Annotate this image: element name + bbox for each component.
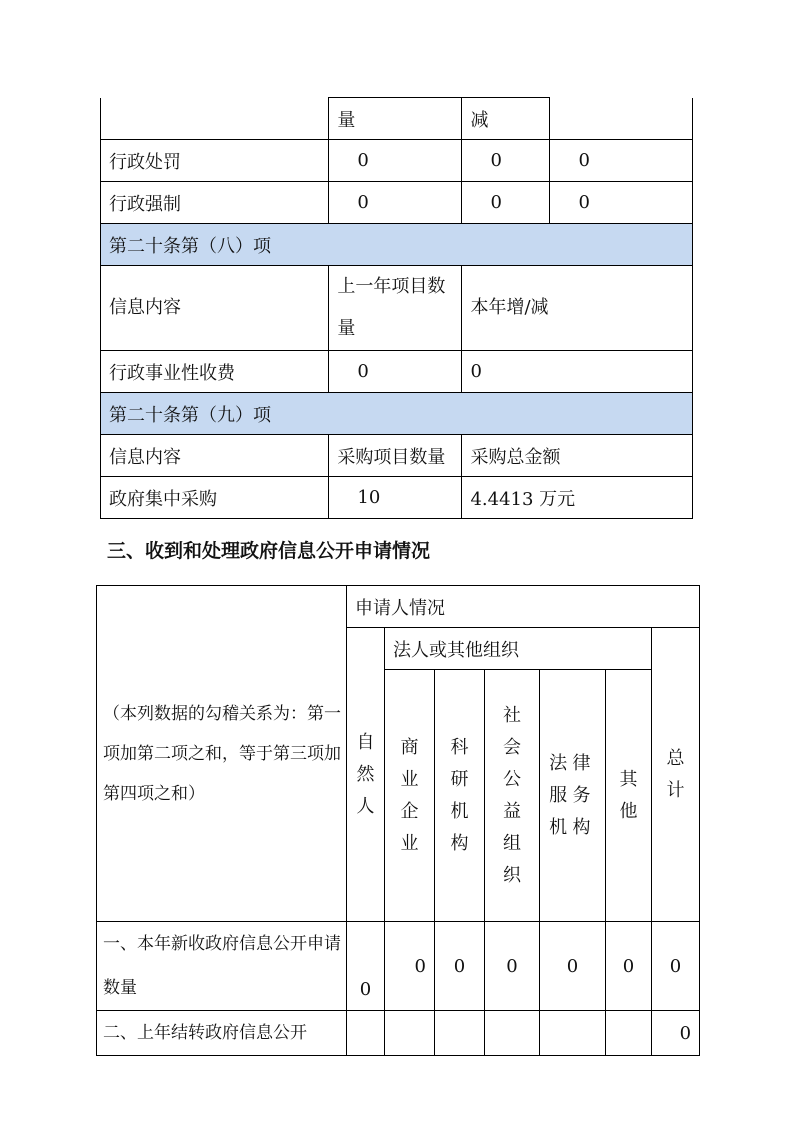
application-table xyxy=(96,585,700,1056)
row-value-research: 0 xyxy=(435,922,485,1011)
col-social-label: 社会公益组织 xyxy=(503,704,521,886)
row-value: 0 xyxy=(550,182,693,224)
row-value: 0 xyxy=(462,351,693,393)
col-business-label: 商业企业 xyxy=(400,736,419,854)
row-value-total: 0 xyxy=(652,1011,700,1056)
col-business xyxy=(385,670,435,922)
col-label: 信息内容 xyxy=(101,266,329,351)
col-natural-label: 自然人 xyxy=(356,731,375,817)
relation-note: （本列数据的勾稽关系为：第一项加第二项之和，等于第三项加第四项之和） xyxy=(97,586,347,922)
col-total-label: 总计 xyxy=(666,747,685,801)
row-value: 0 xyxy=(329,140,462,182)
table-row xyxy=(101,351,693,393)
applicant-header: 申请人情况 xyxy=(347,586,700,628)
col-change: 本年增/减 xyxy=(462,266,693,351)
applicant-header-row xyxy=(97,586,700,628)
table-row xyxy=(97,1011,700,1056)
table-row xyxy=(101,182,693,224)
section-header: 第二十条第（九）项 xyxy=(101,393,693,435)
col-count: 采购项目数量 xyxy=(329,435,462,477)
col-other xyxy=(606,670,652,922)
info-table-upper xyxy=(100,97,693,519)
row-value: 0 xyxy=(462,182,550,224)
table-row xyxy=(97,922,700,1011)
col-total xyxy=(652,628,700,922)
col-natural xyxy=(347,628,385,922)
section-header: 第二十条第（八）项 xyxy=(101,224,693,266)
row-label: 一、本年新收政府信息公开申请数量 xyxy=(97,922,347,1011)
row-value: 0 xyxy=(329,351,462,393)
row-value: 0 xyxy=(462,140,550,182)
row-value-natural: 0 xyxy=(347,922,385,1011)
continued-header-row xyxy=(101,98,693,140)
legal-header: 法人或其他组织 xyxy=(385,628,652,670)
col-social xyxy=(485,670,540,922)
row-value-other: 0 xyxy=(606,922,652,1011)
row-value-legal-service: 0 xyxy=(540,922,606,1011)
table-row xyxy=(101,266,693,351)
row-value-business: 0 xyxy=(385,922,435,1011)
section-header-row xyxy=(101,224,693,266)
col-prev: 上一年项目数量 xyxy=(329,266,462,351)
row-label: 行政强制 xyxy=(101,182,329,224)
col-total: 采购总金额 xyxy=(462,435,693,477)
row-value: 4.4413 万元 xyxy=(462,477,693,519)
col-legal-service-label: 法律服务机构 xyxy=(549,752,596,838)
header-cell-change: 减 xyxy=(462,98,550,140)
header-cell-prev: 量 xyxy=(329,98,462,140)
row-value: 0 xyxy=(550,140,693,182)
col-research xyxy=(435,670,485,922)
row-value-total: 0 xyxy=(652,922,700,1011)
section-header-row xyxy=(101,393,693,435)
col-other-label: 其他 xyxy=(619,768,638,822)
row-value: 0 xyxy=(329,182,462,224)
row-label: 政府集中采购 xyxy=(101,477,329,519)
table-row xyxy=(101,477,693,519)
col-legal-service xyxy=(540,670,606,922)
row-value: 10 xyxy=(329,477,462,519)
section-title: 三、收到和处理政府信息公开申请情况 xyxy=(107,540,431,562)
row-value-social: 0 xyxy=(485,922,540,1011)
table-row xyxy=(101,140,693,182)
col-research-label: 科研机构 xyxy=(450,736,469,854)
table-row xyxy=(101,435,693,477)
col-label: 信息内容 xyxy=(101,435,329,477)
row-label: 二、上年结转政府信息公开 xyxy=(97,1011,347,1056)
row-label: 行政事业性收费 xyxy=(101,351,329,393)
row-label: 行政处罚 xyxy=(101,140,329,182)
